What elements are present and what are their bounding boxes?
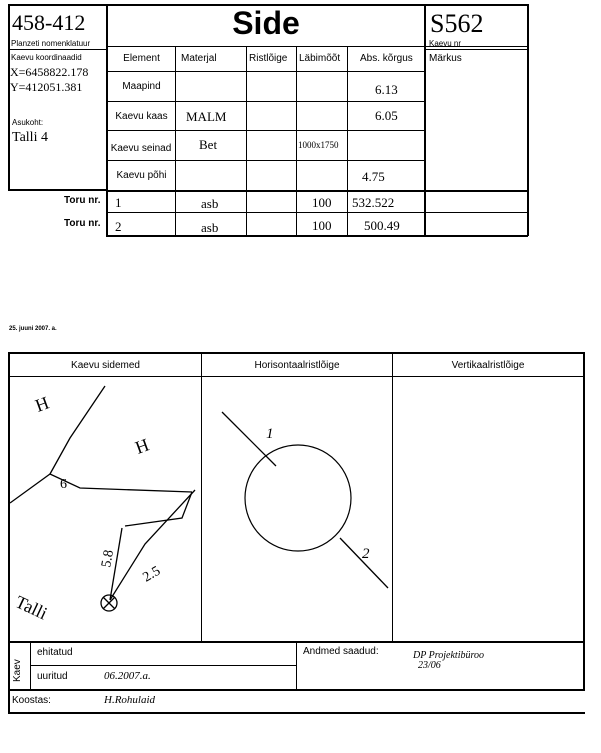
pipe-2-label: 2 [362,546,370,562]
coord-y: Y=412051.381 [10,80,83,94]
sketch-dim: 5.8 [99,548,117,569]
section-vertical: Vertikaalristlõige [451,360,525,371]
pipe-label: Toru nr. [64,195,101,206]
col-diameter: Läbimõõt [299,53,341,64]
well-number-label: Kaevu nr [429,39,462,48]
location-label: Asukoht: [12,118,44,127]
ties-sketch [10,378,200,640]
horizontal-section [202,378,392,640]
compiled-value: H.Rohulaid [104,694,156,706]
well-number: S562 [430,9,484,38]
section-horizontal: Horisontaalristlõige [254,360,340,371]
surveyed-value: 06.2007.a. [104,670,151,682]
col-element: Element [123,53,160,64]
pipe-diameter: 100 [312,218,332,233]
row-height: 6.05 [375,108,398,123]
surveyed-label: uuritud [37,671,68,682]
nomenclature-label: Planzeti nomenklatuur [11,39,91,48]
pipe-material: asb [201,220,219,235]
sketch-dim: 2.5 [140,563,164,586]
row-height: 6.13 [375,82,398,97]
col-material: Materjal [181,53,217,64]
row-element: Kaevu seinad [110,143,172,154]
street-label: Talli [12,591,51,624]
kaev-label: Kaev [12,659,23,682]
pipe-material: asb [201,196,219,211]
remarks-label: Märkus [429,53,462,64]
col-height: Abs. kõrgus [360,53,413,64]
sketch-label-6: 6 [60,477,67,492]
date-note: 25. juuni 2007. a. [9,326,57,332]
data-from-value: DP Projektibüroo [413,650,485,661]
page-title: Side [232,5,300,41]
pipe-label: Toru nr. [64,218,101,229]
row-material: MALM [186,109,227,124]
sketch-label-h: H [32,392,52,416]
data-from-label: Andmed saadud: [303,646,379,657]
coord-x: X=6458822.178 [10,65,89,79]
pipe-height: 532.522 [352,195,395,210]
row-height: 4.75 [362,169,385,184]
section-ties: Kaevu sidemed [71,360,140,371]
sketch-label-h: H [132,434,152,458]
coords-label: Kaevu koordinaadid [11,53,82,62]
nomenclature: 458-412 [12,10,86,35]
location-value: Talli 4 [12,130,48,145]
row-element: Kaevu põhi [116,170,167,181]
built-label: ehitatud [37,647,73,658]
compiled-label: Koostas: [12,695,51,706]
pipe-number: 2 [115,219,122,234]
pipe-height: 500.49 [364,218,400,233]
data-from-date: 23/06 [418,660,441,671]
row-diameter: 1000x1750 [298,140,339,150]
row-element: Maapind [122,81,161,92]
row-element: Kaevu kaas [115,111,168,122]
col-cross: Ristlõige [249,53,288,64]
row-material: Bet [199,137,218,152]
pipe-diameter: 100 [312,195,332,210]
pipe-number: 1 [115,195,122,210]
pipe-1-label: 1 [266,426,274,442]
